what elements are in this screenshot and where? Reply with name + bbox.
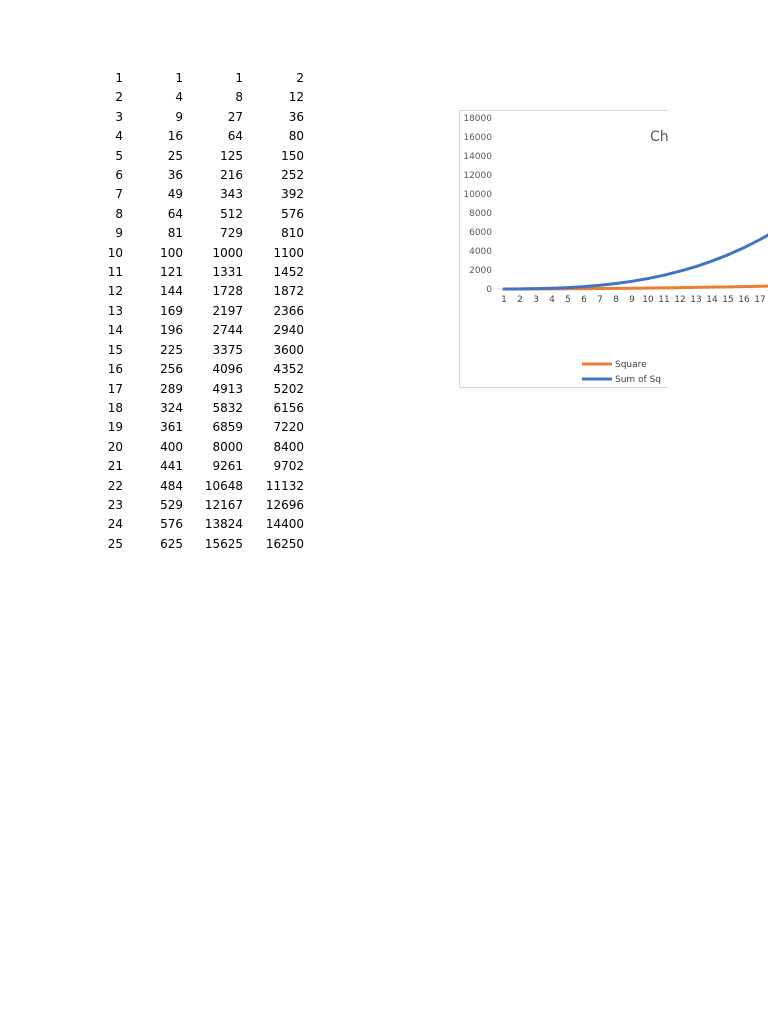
table-cell[interactable]: 441 xyxy=(160,459,183,474)
table-cell[interactable]: 576 xyxy=(281,206,304,221)
y-tick-label: 16000 xyxy=(463,133,492,143)
data-point xyxy=(519,288,521,290)
table-cell[interactable]: 225 xyxy=(160,342,183,357)
data-point xyxy=(743,286,745,288)
table-cell[interactable]: 4 xyxy=(175,90,183,105)
data-point xyxy=(743,247,745,249)
table-cell[interactable]: 12 xyxy=(288,90,304,105)
x-tick-label: 1 xyxy=(501,295,507,305)
y-tick-label: 18000 xyxy=(463,114,492,124)
data-point xyxy=(711,260,713,262)
data-point xyxy=(695,286,697,288)
table-row xyxy=(96,282,304,301)
table-cell[interactable]: 4913 xyxy=(212,381,243,396)
table-cell[interactable]: 150 xyxy=(281,148,304,163)
table-row xyxy=(96,185,304,204)
data-point xyxy=(647,278,649,280)
table-cell[interactable]: 8000 xyxy=(212,439,243,454)
table-cell[interactable]: 9 xyxy=(175,109,183,124)
y-tick-label: 10000 xyxy=(463,190,492,200)
table-cell[interactable]: 6 xyxy=(115,168,123,183)
data-point xyxy=(679,287,681,289)
table-cell[interactable]: 15 xyxy=(107,342,123,357)
legend-label: Sum of Sq xyxy=(615,375,662,385)
table-cell[interactable]: 3 xyxy=(115,109,123,124)
table-cell[interactable]: 10648 xyxy=(204,478,243,493)
table-row xyxy=(96,166,304,185)
table-cell[interactable]: 17 xyxy=(107,381,123,396)
table-cell[interactable]: 4352 xyxy=(273,362,304,377)
table-cell[interactable]: 169 xyxy=(160,303,183,318)
table-cell[interactable]: 216 xyxy=(220,168,243,183)
x-tick-label: 11 xyxy=(658,295,670,305)
data-point xyxy=(663,274,665,276)
data-point xyxy=(599,288,601,290)
x-tick-label: 6 xyxy=(581,295,587,305)
table-row xyxy=(96,360,304,379)
data-point xyxy=(535,288,537,290)
data-point xyxy=(615,287,617,289)
table-cell[interactable]: 392 xyxy=(281,187,304,202)
table-cell[interactable]: 20 xyxy=(107,439,123,454)
table-cell[interactable]: 5 xyxy=(115,148,123,163)
table-cell[interactable]: 12 xyxy=(107,284,123,299)
table-cell[interactable]: 21 xyxy=(107,459,123,474)
table-cell[interactable]: 36 xyxy=(288,109,304,124)
table-row xyxy=(96,108,304,127)
table-cell[interactable]: 19 xyxy=(107,420,123,435)
table-cell[interactable]: 6859 xyxy=(212,420,243,435)
table-cell[interactable]: 25 xyxy=(167,148,183,163)
table-cell[interactable]: 100 xyxy=(160,245,183,260)
table-cell[interactable]: 23 xyxy=(107,497,123,512)
data-point xyxy=(583,286,585,288)
table-cell[interactable]: 10 xyxy=(107,245,123,260)
table-cell[interactable]: 64 xyxy=(227,129,243,144)
table-cell[interactable]: 512 xyxy=(220,206,243,221)
table-cell[interactable]: 529 xyxy=(160,497,183,512)
series-line-1 xyxy=(504,135,768,289)
table-cell[interactable]: 4 xyxy=(115,129,123,144)
data-point xyxy=(727,254,729,256)
data-point xyxy=(631,287,633,289)
table-cell[interactable]: 1 xyxy=(235,71,243,85)
data-point xyxy=(551,287,553,289)
legend-label: Square xyxy=(615,360,647,370)
data-point xyxy=(599,284,601,286)
table-cell[interactable]: 3375 xyxy=(212,342,243,357)
table-row xyxy=(96,321,304,340)
table-row xyxy=(96,205,304,224)
table-cell[interactable]: 11 xyxy=(107,265,123,280)
table-cell[interactable]: 24 xyxy=(107,517,123,532)
y-tick-label: 2000 xyxy=(469,266,492,276)
table-cell[interactable]: 81 xyxy=(167,226,183,241)
table-cell[interactable]: 64 xyxy=(167,206,183,221)
table-cell[interactable]: 1000 xyxy=(212,245,243,260)
table-cell[interactable]: 196 xyxy=(160,323,183,338)
table-row xyxy=(96,69,304,88)
data-point xyxy=(663,287,665,289)
table-cell[interactable]: 9 xyxy=(115,226,123,241)
x-tick-label: 15 xyxy=(722,295,734,305)
table-row xyxy=(96,515,304,534)
y-tick-label: 0 xyxy=(486,285,492,295)
table-cell[interactable]: 14 xyxy=(107,323,123,338)
y-tick-label: 4000 xyxy=(469,247,492,257)
data-point xyxy=(711,286,713,288)
table-cell[interactable]: 289 xyxy=(160,381,183,396)
x-tick-label: 10 xyxy=(642,295,654,305)
table-cell[interactable]: 3600 xyxy=(273,342,304,357)
table-cell[interactable]: 1331 xyxy=(212,265,243,280)
table-cell[interactable]: 12167 xyxy=(204,497,243,512)
table-body xyxy=(96,69,304,554)
table-cell[interactable]: 400 xyxy=(160,439,183,454)
x-tick-label: 2 xyxy=(517,295,523,305)
table-cell[interactable]: 125 xyxy=(220,148,243,163)
x-tick-label: 4 xyxy=(549,295,555,305)
table-cell[interactable]: 16 xyxy=(107,362,123,377)
table-cell[interactable]: 16 xyxy=(167,129,183,144)
table-cell[interactable]: 2197 xyxy=(212,303,243,318)
table-row xyxy=(96,147,304,166)
x-tick-label: 17 xyxy=(754,295,766,305)
table-cell[interactable]: 361 xyxy=(160,420,183,435)
table-cell[interactable]: 5202 xyxy=(273,381,304,396)
y-tick-label: 8000 xyxy=(469,209,492,219)
table-row xyxy=(96,457,304,476)
table-cell[interactable]: 2744 xyxy=(212,323,243,338)
table-cell[interactable]: 1728 xyxy=(212,284,243,299)
table-cell[interactable]: 2 xyxy=(115,90,123,105)
y-tick-label: 6000 xyxy=(469,228,492,238)
table-row xyxy=(96,88,304,107)
table-cell[interactable]: 80 xyxy=(288,129,304,144)
table-cell[interactable]: 9261 xyxy=(212,459,243,474)
table-cell[interactable]: 18 xyxy=(107,400,123,415)
table-cell[interactable]: 8 xyxy=(235,90,243,105)
table-cell[interactable]: 14400 xyxy=(265,517,304,532)
table-row xyxy=(96,438,304,457)
table-cell[interactable]: 25 xyxy=(107,536,123,551)
x-tick-label: 14 xyxy=(706,295,718,305)
table-row xyxy=(96,380,304,399)
data-point xyxy=(615,283,617,285)
table-row xyxy=(96,341,304,360)
x-tick-label: 16 xyxy=(738,295,750,305)
table-cell[interactable]: 36 xyxy=(167,168,183,183)
data-point xyxy=(695,266,697,268)
table-cell[interactable]: 343 xyxy=(220,187,243,202)
table-cell[interactable]: 2 xyxy=(296,71,304,85)
line-chart xyxy=(460,111,766,389)
table-cell[interactable]: 144 xyxy=(160,284,183,299)
table-cell[interactable]: 810 xyxy=(281,226,304,241)
table-cell[interactable]: 8 xyxy=(115,206,123,221)
table-row xyxy=(96,302,304,321)
table-cell[interactable]: 49 xyxy=(167,187,183,202)
data-point xyxy=(727,286,729,288)
table-row xyxy=(96,477,304,496)
x-tick-label: 7 xyxy=(597,295,603,305)
table-cell[interactable]: 484 xyxy=(160,478,183,493)
table-row xyxy=(96,224,304,243)
table-cell[interactable]: 1 xyxy=(115,71,123,85)
table-cell[interactable]: 13 xyxy=(107,303,123,318)
x-tick-label: 5 xyxy=(565,295,571,305)
table-row xyxy=(96,399,304,418)
x-tick-label: 12 xyxy=(674,295,686,305)
data-point xyxy=(503,288,505,290)
table-cell[interactable]: 121 xyxy=(160,265,183,280)
table-row xyxy=(96,535,304,554)
data-point xyxy=(567,287,569,289)
data-point xyxy=(759,285,761,287)
table-cell[interactable]: 252 xyxy=(281,168,304,183)
table-cell[interactable]: 5832 xyxy=(212,400,243,415)
x-tick-label: 13 xyxy=(690,295,702,305)
chart-title: Ch xyxy=(650,129,669,145)
table-cell[interactable]: 15625 xyxy=(204,536,243,551)
table-row xyxy=(96,127,304,146)
table-cell[interactable]: 2366 xyxy=(273,303,304,318)
x-tick-label: 9 xyxy=(629,295,635,305)
table-cell[interactable]: 9702 xyxy=(273,459,304,474)
table-cell[interactable]: 324 xyxy=(160,400,183,415)
data-point xyxy=(679,270,681,272)
table-cell[interactable]: 8400 xyxy=(273,439,304,454)
table-cell[interactable]: 13824 xyxy=(204,517,243,532)
table-cell[interactable]: 729 xyxy=(220,226,243,241)
table-cell[interactable]: 256 xyxy=(160,362,183,377)
chart-panel[interactable] xyxy=(459,110,766,388)
table-cell[interactable]: 1 xyxy=(175,71,183,85)
x-tick-label: 3 xyxy=(533,295,539,305)
table-row xyxy=(96,263,304,282)
data-point xyxy=(631,280,633,282)
table-cell[interactable]: 6156 xyxy=(273,400,304,415)
data-point xyxy=(647,287,649,289)
table-cell[interactable]: 11132 xyxy=(265,478,304,493)
x-tick-label: 8 xyxy=(613,295,619,305)
table-cell[interactable]: 625 xyxy=(160,536,183,551)
y-tick-label: 12000 xyxy=(463,171,492,181)
table-cell[interactable]: 7 xyxy=(115,187,123,202)
table-cell[interactable]: 27 xyxy=(227,109,243,124)
data-table xyxy=(96,69,304,554)
table-cell[interactable]: 4096 xyxy=(212,362,243,377)
table-cell[interactable]: 576 xyxy=(160,517,183,532)
table-cell[interactable]: 7220 xyxy=(273,420,304,435)
table-cell[interactable]: 1872 xyxy=(273,284,304,299)
table-cell[interactable]: 12696 xyxy=(265,497,304,512)
table-cell[interactable]: 1452 xyxy=(273,265,304,280)
table-cell[interactable]: 16250 xyxy=(265,536,304,551)
table-cell[interactable]: 22 xyxy=(107,478,123,493)
table-cell[interactable]: 2940 xyxy=(273,323,304,338)
table-row xyxy=(96,418,304,437)
table-row xyxy=(96,496,304,515)
table-cell[interactable]: 1100 xyxy=(273,245,304,260)
table-row xyxy=(96,244,304,263)
y-tick-label: 14000 xyxy=(463,152,492,162)
data-point xyxy=(759,239,761,241)
